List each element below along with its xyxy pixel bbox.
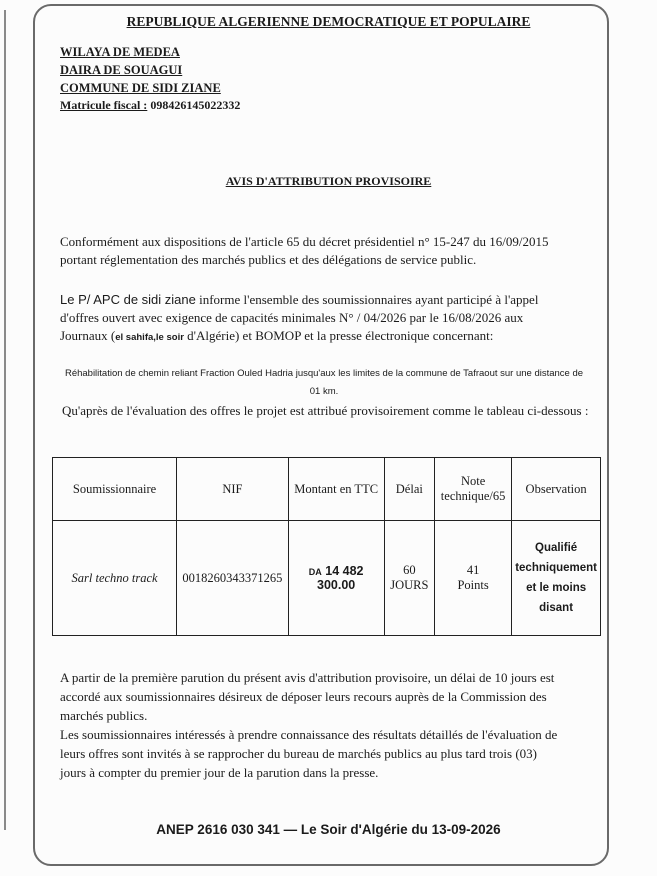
republic-heading: REPUBLIQUE ALGERIENNE DEMOCRATIQUE ET POPULAIRE bbox=[126, 14, 531, 29]
closing-line: leurs offres sont invités à se rapprocher du bureau de marchés publics au plus tard trois (03) bbox=[60, 746, 538, 761]
cell-soumissionnaire: Sarl techno track bbox=[53, 521, 177, 636]
header-cell-soumissionnaire: Soumissionnaire bbox=[53, 458, 177, 521]
paragraph-line: portant réglementation des marchés publics et des délégations de service public. bbox=[60, 252, 477, 267]
delai-number: 60 bbox=[403, 563, 416, 577]
closing-line: A partir de la première parution du présent avis d'attribution provisoire, un délai de 10 jours est bbox=[60, 670, 555, 685]
cell-note bbox=[434, 521, 511, 636]
matricule-value: 098426145022332 bbox=[150, 98, 241, 112]
newspaper-name: el sahifa bbox=[115, 332, 154, 343]
paragraph-line: Conformément aux dispositions de l'article 65 du décret présidentiel n° 15-247 du 16/09/2015 bbox=[60, 234, 549, 249]
closing-line: marchés publics. bbox=[60, 708, 148, 723]
cell-delai bbox=[384, 521, 434, 636]
commune-line: COMMUNE DE SIDI ZIANE bbox=[60, 81, 221, 95]
paragraph-text: d'Algérie) et BOMOP et la presse électronique concernant: bbox=[183, 328, 494, 343]
paragraph-line bbox=[60, 327, 590, 347]
paragraph-text: informe l'ensemble des soumissionnaires ayant participé à l'appel bbox=[199, 292, 539, 307]
table-row bbox=[53, 521, 601, 636]
header-cell-observation: Observation bbox=[512, 458, 601, 521]
header-cell-note: Note technique/65 bbox=[434, 458, 511, 521]
results-table bbox=[52, 457, 601, 636]
project-line: Réhabilitation de chemin reliant Fraction Ouled Hadria jusqu'aux les limites de la commune de Tafraout sur une distance de bbox=[64, 368, 584, 379]
paragraph-line bbox=[60, 291, 590, 309]
matricule-label: Matricule fiscal : bbox=[60, 98, 148, 112]
header-cell-delai: Délai bbox=[384, 458, 434, 521]
closing-line: Les soumissionnaires intéressés à prendre connaissance des résultats détaillés de l'évaluation de bbox=[60, 727, 558, 742]
header-cell-montant: Montant en TTC bbox=[288, 458, 384, 521]
closing-line: jours à compter du premier jour de la parution dans la presse. bbox=[60, 765, 379, 780]
cell-observation: Qualifié techniquement et le moins disant bbox=[512, 521, 601, 636]
paragraph-attribution: Qu'après de l'évaluation des offres le projet est attribué provisoirement comme le tableau ci-dessous : bbox=[62, 403, 589, 418]
closing-paragraphs bbox=[60, 668, 595, 782]
paragraph-legal-basis bbox=[60, 233, 585, 269]
paragraph-line: d'offres ouvert avec exigence de capacités minimales N° / 04/2026 par le 16/08/2026 aux bbox=[60, 310, 524, 325]
apc-name: Le P/ APC de sidi ziane bbox=[60, 292, 196, 307]
notice-title: AVIS D'ATTRIBUTION PROVISOIRE bbox=[225, 174, 432, 188]
cell-nif: 0018260343371265 bbox=[177, 521, 289, 636]
cell-montant bbox=[288, 521, 384, 636]
paragraph-announcement bbox=[60, 291, 590, 347]
paragraph-text: Journaux ( bbox=[60, 328, 116, 343]
note-number: 41 bbox=[466, 563, 480, 577]
note-unit: Points bbox=[457, 578, 489, 592]
currency-symbol: DA bbox=[308, 567, 322, 577]
matricule-line bbox=[60, 98, 240, 113]
closing-line: accordé aux soumissionnaires désireux de déposer leurs recours auprès de la Commission des bbox=[60, 689, 547, 704]
table-header-row bbox=[53, 458, 601, 521]
amount-value: 14 482 300.00 bbox=[317, 564, 364, 592]
daira-line: DAIRA DE SOUAGUI bbox=[60, 63, 183, 77]
header-cell-nif: NIF bbox=[177, 458, 289, 521]
wilaya-line: WILAYA DE MEDEA bbox=[60, 45, 180, 59]
delai-unit: JOURS bbox=[390, 578, 429, 592]
publication-footer: ANEP 2616 030 341 — Le Soir d'Algérie du 13-09-2026 bbox=[156, 822, 501, 837]
project-line: 01 km. bbox=[309, 386, 339, 397]
project-description bbox=[35, 365, 613, 401]
scan-edge bbox=[4, 10, 6, 830]
newspaper-name: ,le soir bbox=[153, 332, 184, 343]
